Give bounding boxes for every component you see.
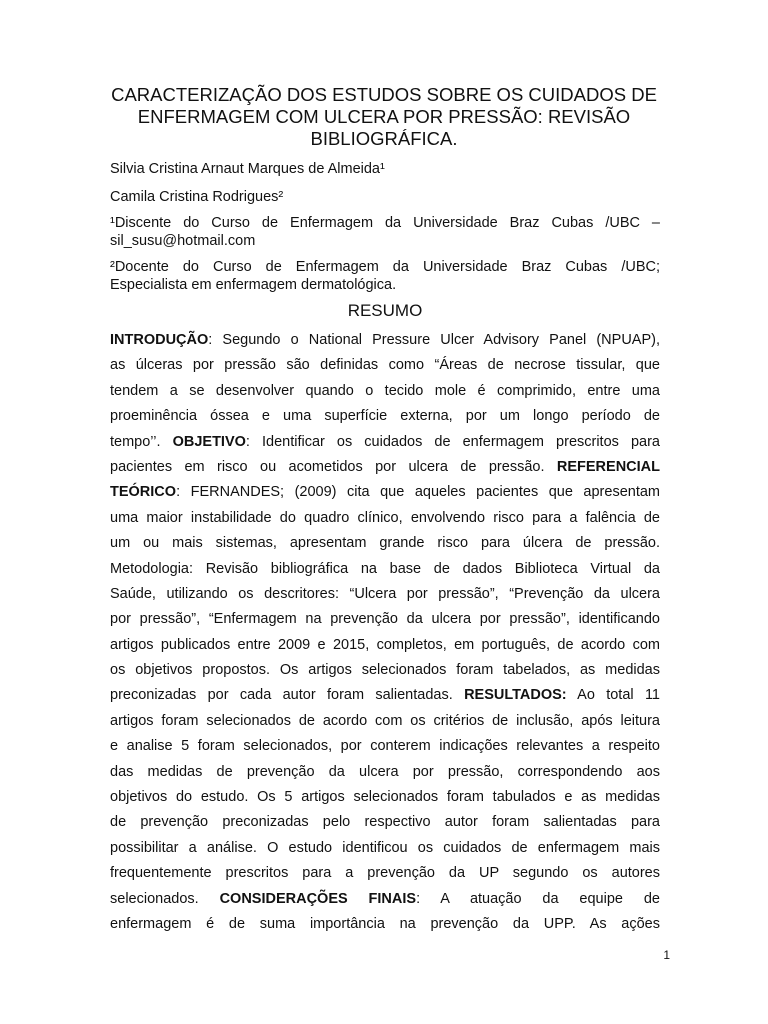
- abstract-text: possibilitar a análise. O estudo identificou os cuidados de enfermagem mais: [110, 839, 660, 856]
- abstract-text: uma maior instabilidade do quadro clínico, envolvendo risco para a falência de: [110, 509, 660, 526]
- document-title: [100, 84, 668, 150]
- affiliation-line: ¹Discente do Curso de Enfermagem da Universidade Braz Cubas /UBC –: [110, 215, 660, 231]
- abstract-text: por pressão”, “Enfermagem na prevenção da ulcera por pressão”, identificando: [110, 611, 660, 628]
- abstract-line: [110, 582, 660, 607]
- abstract-text: frequentemente prescritos para a prevenção da UP segundo os autores: [110, 865, 660, 882]
- affiliation-line: Especialista em enfermagem dermatológica.: [110, 277, 397, 293]
- abstract-text: objetivos do estudo. Os 5 artigos selecionados foram tabulados e as medidas: [110, 789, 660, 806]
- abstract-line: [110, 887, 660, 912]
- abstract-line: [110, 633, 660, 658]
- abstract-bold-heading: OBJETIVO: [172, 433, 246, 450]
- author-affiliation: [110, 214, 660, 250]
- abstract-bold-heading: RESULTADOS:: [464, 687, 567, 704]
- abstract-line: [110, 709, 660, 734]
- abstract-line: [110, 379, 660, 404]
- page-number: 1: [663, 948, 670, 962]
- abstract-text: pacientes em risco ou acometidos por ulcera de pressão.: [110, 458, 557, 475]
- abstract-text: Metodologia: Revisão bibliográfica na base de dados Biblioteca Virtual da: [110, 560, 660, 577]
- abstract-bold-heading: INTRODUÇÃO: [110, 332, 209, 348]
- affiliation-line: ²Docente do Curso de Enfermagem da Universidade Braz Cubas /UBC;: [110, 259, 660, 275]
- abstract-line: [110, 734, 660, 759]
- abstract-text: preconizadas por cada autor foram salientadas.: [110, 687, 465, 704]
- abstract-text: tendem a se desenvolver quando o tecido mole é comprimido, entre uma: [110, 382, 660, 399]
- abstract-line: [110, 506, 660, 531]
- abstract-line: [110, 760, 660, 785]
- abstract-line: [110, 810, 660, 835]
- abstract-bold-heading: CONSIDERAÇÕES FINAIS: [219, 890, 417, 907]
- abstract-line: [110, 785, 660, 810]
- abstract-text: proeminência óssea e uma superfície externa, por um longo período de: [110, 408, 660, 425]
- abstract-line: [110, 607, 660, 632]
- abstract-text: artigos publicados entre 2009 e 2015, completos, em português, de acordo com: [110, 636, 660, 653]
- abstract-bold-heading: TEÓRICO: [110, 484, 177, 501]
- abstract-text: um ou mais sistemas, apresentam grande risco para úlcera de pressão.: [110, 535, 660, 552]
- author-name: Camila Cristina Rodrigues²: [110, 189, 284, 205]
- abstract-line: [110, 557, 660, 582]
- title-line: ENFERMAGEM COM ULCERA POR PRESSÃO: REVISÃO: [137, 106, 631, 127]
- abstract-text: : FERNANDES; (2009) cita que aqueles pacientes que apresentam: [176, 484, 660, 501]
- abstract-text: Saúde, utilizando os descritores: “Ulcera por pressão”, “Prevenção da ulcera: [110, 585, 660, 602]
- abstract-text: as úlceras por pressão são definidas como “Áreas de necrose tissular, que: [110, 357, 660, 374]
- abstract-line: [110, 404, 660, 429]
- abstract-text: os objetivos propostos. Os artigos selecionados foram tabelados, as medidas: [110, 662, 660, 679]
- abstract-text: Ao total 11: [566, 687, 660, 704]
- section-heading: RESUMO: [347, 301, 423, 320]
- abstract-text: de prevenção preconizadas pelo respectivo autor foram salientadas para: [110, 814, 660, 831]
- abstract-line: [110, 531, 660, 556]
- author-affiliation: [110, 258, 660, 294]
- abstract-text: enfermagem é de suma importância na prevenção da UPP. As ações: [110, 915, 660, 932]
- abstract-text: selecionados.: [110, 890, 220, 907]
- abstract-text: : A atuação da equipe de: [416, 890, 660, 907]
- abstract-line: [110, 861, 660, 886]
- abstract-text: tempo’’.: [110, 433, 173, 450]
- abstract-line: [110, 658, 660, 683]
- abstract-text: e analise 5 foram selecionados, por conterem indicações relevantes a respeito: [110, 738, 660, 755]
- abstract-text: das medidas de prevenção da ulcera por pressão, correspondendo aos: [110, 763, 660, 780]
- affiliation-line: sil_susu@hotmail.com: [110, 233, 256, 249]
- abstract-line: [110, 353, 660, 378]
- title-line: CARACTERIZAÇÃO DOS ESTUDOS SOBRE OS CUIDADOS DE: [111, 84, 657, 105]
- abstract-line: [110, 328, 660, 353]
- abstract-line: [110, 455, 660, 480]
- abstract-line: [110, 430, 660, 455]
- abstract-line: [110, 683, 660, 708]
- abstract-text: artigos foram selecionados de acordo com os critérios de inclusão, após leitura: [110, 712, 660, 729]
- title-line: BIBLIOGRÁFICA.: [310, 128, 458, 149]
- abstract-line: [110, 480, 660, 505]
- abstract-line: [110, 836, 660, 861]
- abstract-text: : Identificar os cuidados de enfermagem prescritos para: [245, 433, 660, 450]
- abstract-body: [110, 328, 660, 937]
- abstract-line: [110, 912, 660, 937]
- abstract-bold-heading: REFERENCIAL: [556, 458, 660, 475]
- abstract-text: : Segundo o National Pressure Ulcer Advisory Panel (NPUAP),: [208, 332, 660, 348]
- author-name: Silvia Cristina Arnaut Marques de Almeida¹: [110, 161, 385, 177]
